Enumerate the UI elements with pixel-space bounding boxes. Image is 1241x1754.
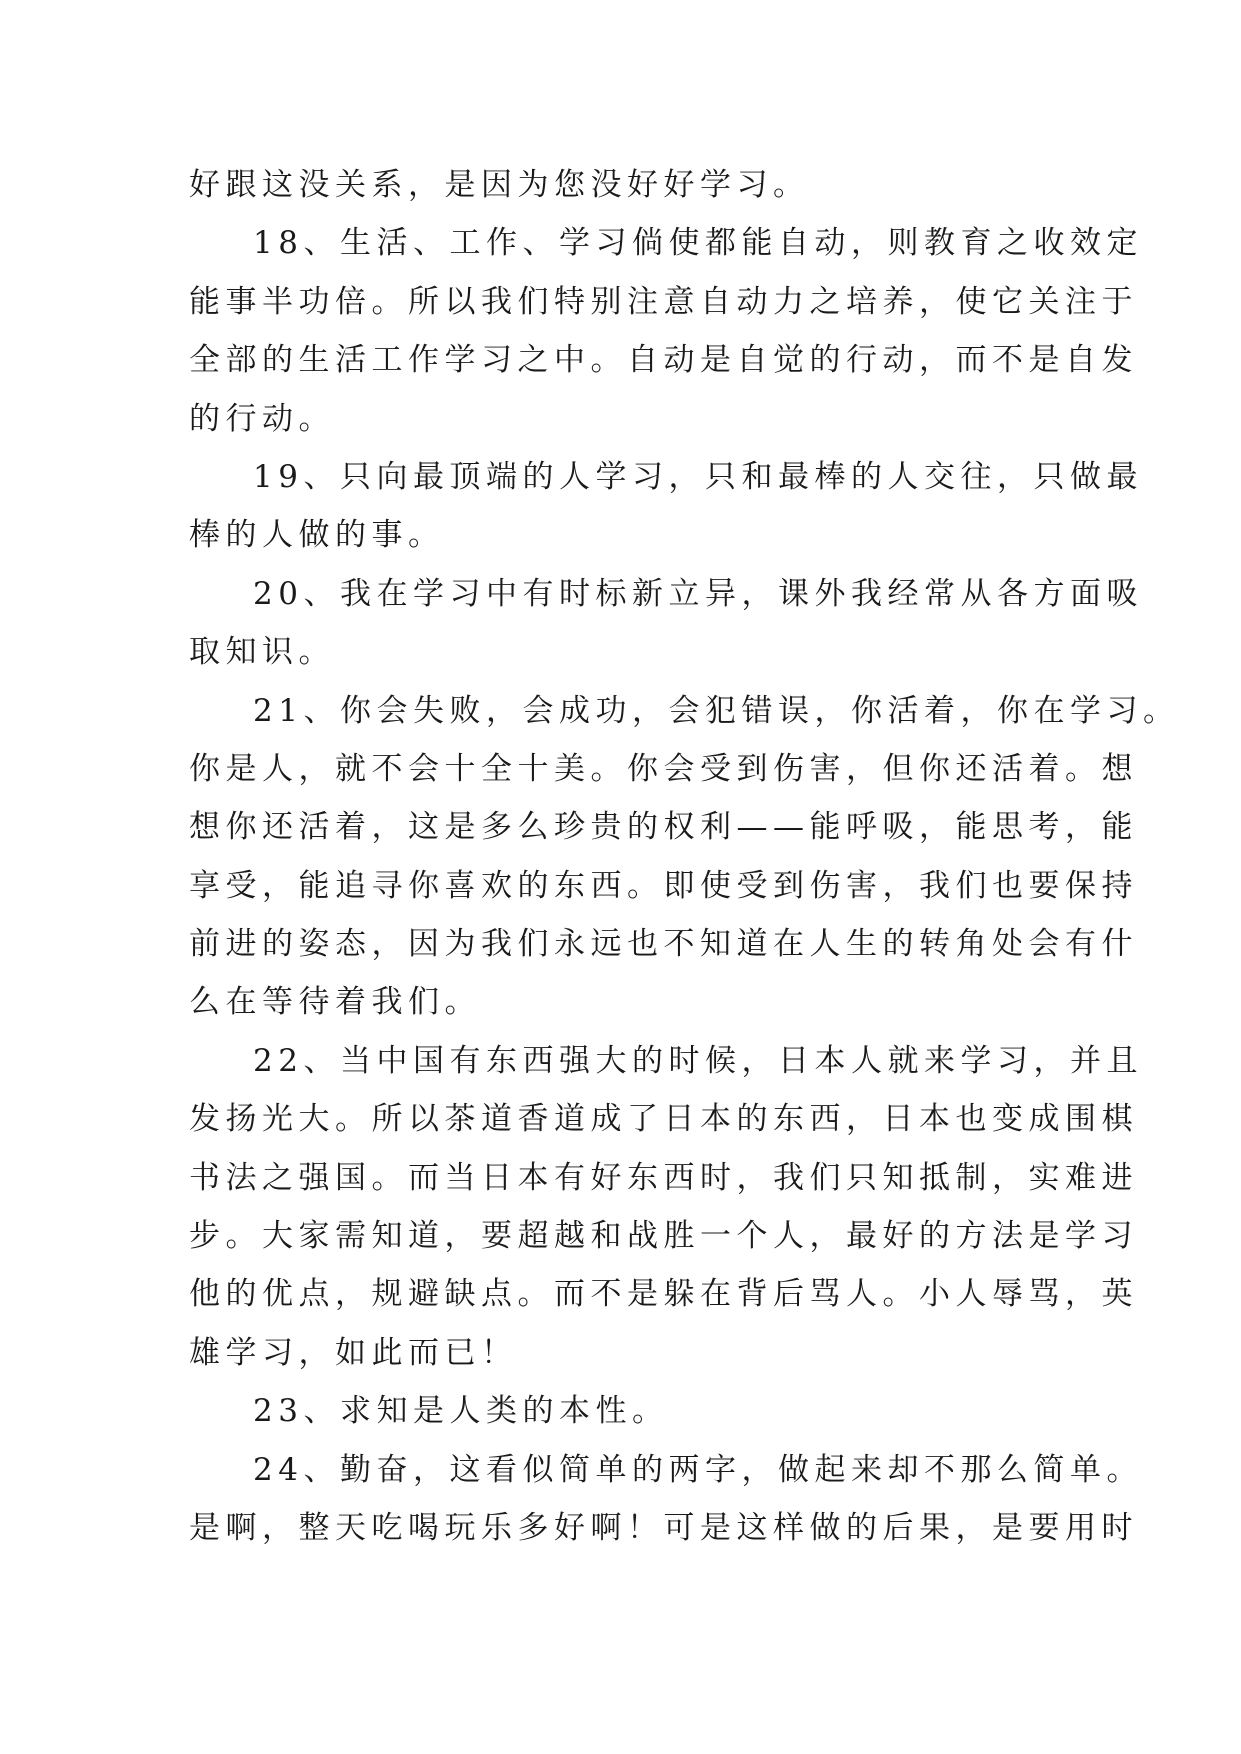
body-text (189, 156, 1180, 1557)
text-line: 22、当中国有东西强大的时候，日本人就来学习，并且 (253, 1042, 1143, 1079)
text-line: 18、生活、工作、学习倘使都能自动，则教育之收效定 (253, 225, 1143, 262)
text-line: 么在等待着我们。 (189, 984, 481, 1021)
text-line: 24、勤奋，这看似简单的两字，做起来却不那么简单。 (253, 1451, 1143, 1488)
text-line: 前进的姿态，因为我们永远也不知道在人生的转角处会有什 (189, 926, 1138, 963)
text-line: 享受，能追寻你喜欢的东西。即使受到伤害，我们也要保持 (189, 867, 1138, 904)
text-line: 21、你会失败，会成功，会犯错误，你活着，你在学习。 (253, 692, 1180, 729)
text-line: 棒的人做的事。 (189, 517, 445, 554)
text-line: 他的优点，规避缺点。而不是躲在背后骂人。小人辱骂，英 (189, 1276, 1138, 1313)
text-line: 能事半功倍。所以我们特别注意自动力之培养，使它关注于 (189, 283, 1138, 320)
text-line: 步。大家需知道，要超越和战胜一个人，最好的方法是学习 (189, 1218, 1138, 1255)
text-line: 好跟这没关系，是因为您没好好学习。 (189, 167, 810, 203)
text-line: 的行动。 (189, 400, 335, 437)
text-line: 19、只向最顶端的人学习，只和最棒的人交往，只做最 (253, 458, 1143, 495)
text-line: 23、求知是人类的本性。 (253, 1393, 669, 1430)
text-line: 20、我在学习中有时标新立异，课外我经常从各方面吸 (253, 575, 1143, 612)
text-line: 书法之强国。而当日本有好东西时，我们只知抵制，实难进 (189, 1159, 1138, 1196)
text-line: 雄学习，如此而已！ (189, 1334, 518, 1371)
text-line: 你是人，就不会十全十美。你会受到伤害，但你还活着。想 (189, 750, 1138, 787)
text-line: 想你还活着，这是多么珍贵的权利——能呼吸，能思考，能 (189, 809, 1138, 846)
text-line: 是啊，整天吃喝玩乐多好啊！可是这样做的后果，是要用时 (189, 1509, 1138, 1546)
text-line: 取知识。 (189, 634, 335, 671)
text-line: 全部的生活工作学习之中。自动是自觉的行动，而不是自发 (189, 342, 1138, 379)
text-line: 发扬光大。所以茶道香道成了日本的东西，日本也变成围棋 (189, 1101, 1138, 1138)
